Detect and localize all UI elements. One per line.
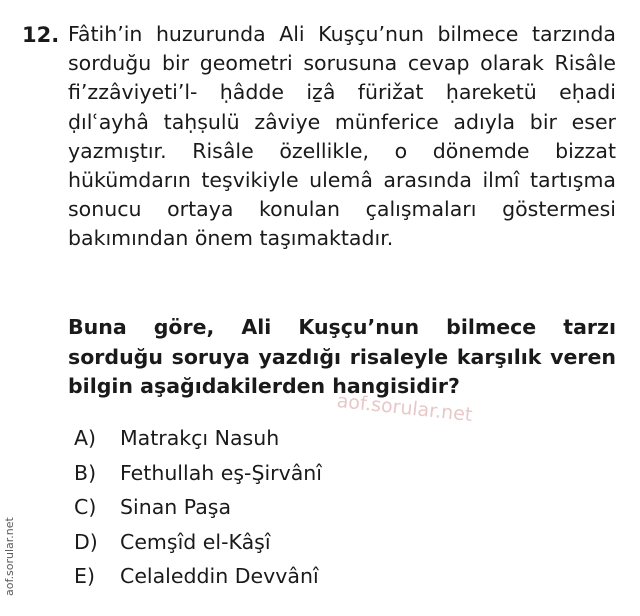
watermark-side: aof.sorular.net bbox=[3, 517, 16, 596]
option-b[interactable] bbox=[74, 458, 322, 493]
question-prompt: Buna göre, Ali Kuşçu’nun bilmece tarzı sorduğu soruya yazdığı risaleyle karşılık veren bilgin aşağıdakilerden hangisidir? bbox=[68, 315, 616, 398]
option-letter: A) bbox=[74, 426, 97, 450]
option-text: Cemşîd el-Kâşî bbox=[120, 529, 271, 554]
question-number: 12. bbox=[22, 23, 60, 47]
question-stem: Fâtih’in huzurunda Ali Kuşçu’nun bilmece tarzında sorduğu bir geometri sorusuna cevap olarak Risâle fi’zzâviyeti’l- ḥâdde iẕâ fürižat ḥareketü eḥadi ḍılʿayhâ taḥṣulü zâviye münferice adıyla bir eser yazmıştır. Risâle özellikle, o dönemde bizzat hükümdarın teşvikiyle ulemâ arasında ilmî tartışma sonucu ortaya konulan çalışmaları göstermesi bakımından önem taşımaktadır. bbox=[68, 22, 616, 251]
option-letter: C) bbox=[74, 495, 97, 519]
option-c[interactable] bbox=[74, 492, 322, 527]
watermark-center: aof.sorular.net bbox=[335, 390, 474, 427]
answer-options bbox=[74, 423, 322, 596]
option-letter: B) bbox=[74, 460, 97, 485]
option-letter: D) bbox=[74, 529, 98, 554]
option-e[interactable] bbox=[74, 561, 322, 596]
option-text: Fethullah eş-Şirvânî bbox=[120, 460, 322, 485]
option-text: Celaleddin Devvânî bbox=[120, 564, 319, 588]
option-text: Matrakçı Nasuh bbox=[120, 426, 280, 450]
option-text: Sinan Paşa bbox=[120, 495, 232, 519]
option-a[interactable] bbox=[74, 423, 322, 458]
option-d[interactable] bbox=[74, 527, 322, 562]
option-letter: E) bbox=[74, 564, 95, 588]
